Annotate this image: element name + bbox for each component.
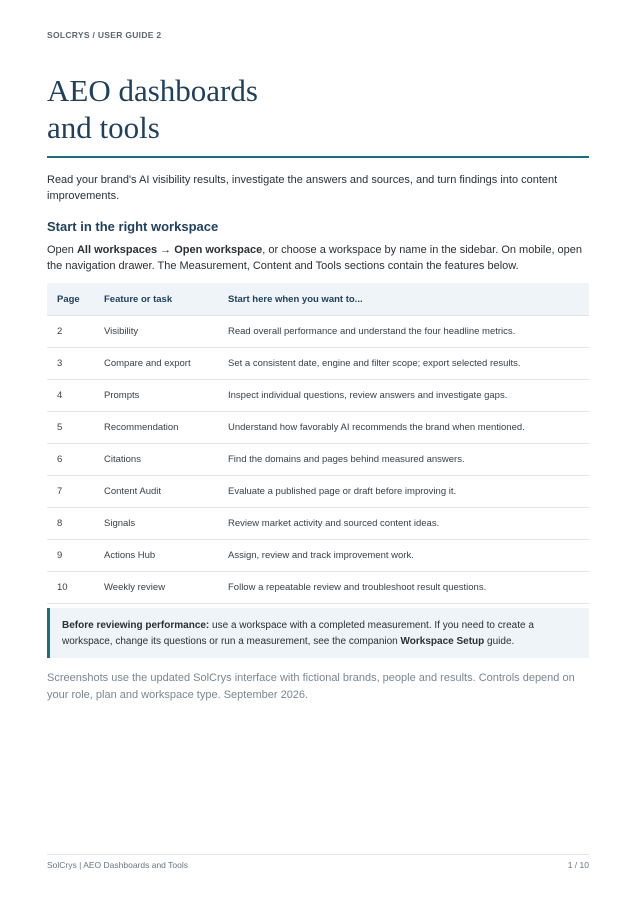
cell-start: Evaluate a published page or draft before improving it. (228, 486, 457, 497)
all-workspaces-label: All workspaces (76, 244, 158, 256)
cell-start: Understand how favorably AI recommends the brand when mentioned. (228, 422, 525, 433)
cell-feature: Weekly review (104, 582, 166, 593)
table-row (47, 540, 589, 572)
cell-page: 2 (57, 326, 63, 337)
cell-feature: Content Audit (104, 486, 162, 497)
header-page: Page (57, 293, 80, 305)
cell-start: Inspect individual questions, review answers and investigate gaps. (228, 390, 508, 401)
header-feature: Feature or task (104, 293, 173, 305)
cell-page: 4 (57, 390, 63, 401)
cell-page: 7 (57, 486, 63, 497)
table-row (47, 380, 589, 412)
breadcrumb: SOLCRYS / USER GUIDE 2 (47, 30, 162, 40)
open-workspace-label: Open workspace (174, 244, 263, 256)
table-row (47, 444, 589, 476)
cell-feature: Signals (104, 518, 136, 529)
table-row (47, 508, 589, 540)
cell-start: Follow a repeatable review and troubleshoot result questions. (228, 582, 487, 593)
intro-paragraph: Read your brand's AI visibility results, investigate the answers and sources, and turn findings into content improvements. (47, 174, 558, 202)
callout-text (62, 618, 582, 650)
footer-divider (47, 854, 589, 855)
cell-start: Assign, review and track improvement work. (228, 550, 414, 561)
cell-feature: Recommendation (104, 422, 179, 433)
section-body-text-1: Open (47, 244, 77, 256)
section-heading: Start in the right workspace (47, 219, 219, 234)
cell-page: 10 (57, 582, 68, 593)
cell-page: 5 (57, 422, 63, 433)
callout-text-1: use a workspace with a completed measurement. If you need to create a workspace, change its questions or run a measurement, see the companion (62, 620, 534, 647)
cell-feature: Visibility (104, 326, 139, 337)
table-header-row (47, 283, 589, 316)
callout-text-2: guide. (484, 636, 515, 647)
table-row (47, 412, 589, 444)
table-row (47, 316, 589, 348)
title-divider (47, 156, 589, 158)
cell-start: Set a consistent date, engine and filter scope; export selected results. (228, 358, 521, 369)
features-table (47, 283, 589, 604)
cell-feature: Prompts (104, 390, 140, 401)
section-body (47, 242, 589, 274)
table-row (47, 348, 589, 380)
cell-start: Find the domains and pages behind measured answers. (228, 454, 465, 465)
cell-page: 6 (57, 454, 63, 465)
cell-page: 9 (57, 550, 63, 561)
footnote: Screenshots use the updated SolCrys interface with fictional brands, people and results. Controls depend on your role, plan and workspace type. September 2026. (47, 672, 575, 701)
arrow-text: → (157, 244, 175, 256)
cell-start: Review market activity and sourced content ideas. (228, 518, 440, 529)
page-title (47, 72, 258, 146)
cell-page: 8 (57, 518, 63, 529)
section-body-text-2: , or choose a workspace by name in the sidebar. On mobile, open the navigation drawer. The Measurement, Content and Tools sections contain the features below. (47, 244, 583, 272)
table-row (47, 476, 589, 508)
cell-feature: Compare and export (104, 358, 191, 369)
callout-box (47, 608, 589, 658)
header-start: Start here when you want to... (228, 293, 363, 305)
document-page (47, 0, 589, 900)
page-title-line-1: AEO dashboards (47, 73, 258, 108)
cell-page: 3 (57, 358, 63, 369)
cell-feature: Citations (104, 454, 141, 465)
footer-document-title: SolCrys | AEO Dashboards and Tools (47, 860, 188, 870)
workspace-setup-reference: Workspace Setup (400, 636, 485, 647)
footer-page-number: 1 / 10 (567, 860, 589, 870)
cell-start: Read overall performance and understand the four headline metrics. (228, 326, 516, 337)
table-row (47, 572, 589, 604)
page-title-line-2: and tools (47, 110, 160, 145)
callout-lead: Before reviewing performance: (62, 620, 210, 631)
cell-feature: Actions Hub (104, 550, 156, 561)
